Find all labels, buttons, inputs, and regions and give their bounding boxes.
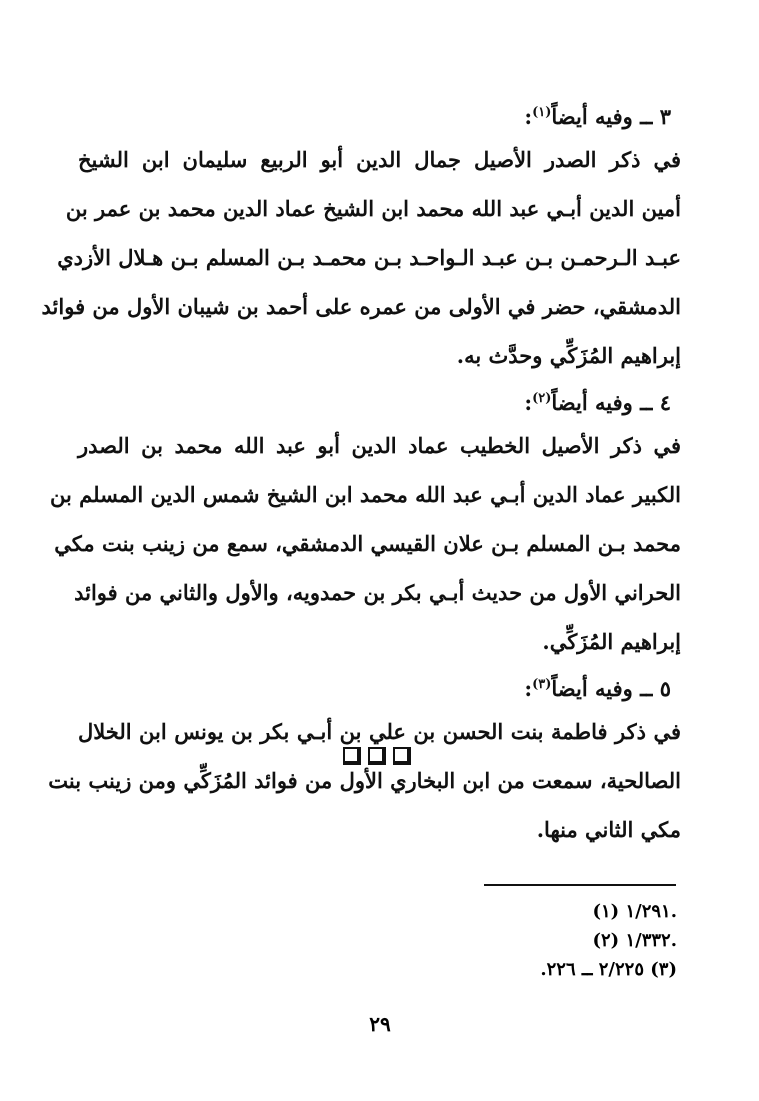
paragraph-line: إبراهيم المُزَكِّي. (542, 629, 681, 654)
heading-colon: : (524, 104, 533, 129)
paragraph-line: الصالحية، سمعت من ابن البخاري الأول من فوائد المُزَكِّي ومن زينب بنت (48, 768, 681, 793)
paragraph-line: الكبير عماد الدين أبـي عبد الله محمد ابن الشيخ شمس الدين المسلم بن (50, 482, 681, 507)
paragraph-line: محمد بـن المسلم بـن علان القيسي الدمشقي، سمع من زينب بنت مكي (54, 531, 681, 556)
section-4-heading (524, 384, 671, 418)
paragraph-line: في ذكر الأصيل الخطيب عماد الدين أبو عبد الله محمد بن الصدر (78, 433, 681, 458)
ornament-box-icon (368, 747, 386, 765)
heading-colon: : (524, 390, 533, 415)
section-3-heading (524, 98, 671, 132)
footnote-2: (٢) ١/٣٣٢. (592, 930, 677, 951)
section-5-heading (524, 670, 671, 704)
paragraph-line: مكي الثاني منها. (536, 817, 681, 842)
section-5-heading-text: ٥ ــ وفيه أيضاً (551, 676, 671, 701)
section-3-heading-text: ٣ ــ وفيه أيضاً (551, 104, 671, 129)
paragraph-line: الحراني الأول من حديث أبـي بكر بن حمدويه، والأول والثاني من فوائد (74, 580, 681, 605)
paragraph-line: في ذكر الصدر الأصيل جمال الدين أبو الربيع سليمان ابن الشيخ (78, 147, 681, 172)
footnote-1: (١) ١/٢٩١. (592, 901, 677, 922)
paragraph-line: أمين الدين أبـي عبد الله محمد ابن الشيخ عماد الدين محمد بن عمر بن (65, 196, 681, 221)
paragraph-line: في ذكر فاطمة بنت الحسن بن علي بن أبـي بكر بن يونس ابن الخلال (78, 719, 681, 744)
section-4-heading-text: ٤ ــ وفيه أيضاً (551, 390, 671, 415)
page-number: ٢٩ (369, 1012, 391, 1036)
ornament-box-icon (343, 747, 361, 765)
footnote-ref-1: (١) (532, 105, 552, 120)
ornament-box-icon (393, 747, 411, 765)
footnote-ref-3: (٣) (532, 677, 552, 692)
heading-colon: : (524, 676, 533, 701)
footnote-separator (484, 884, 676, 886)
paragraph-line: إبراهيم المُزَكِّي وحدَّث به. (456, 343, 681, 368)
paragraph-line: عبـد الـرحمـن بـن عبـد الـواحـد بـن محمـد بـن المسلم بـن هـلال الأزدي (57, 245, 681, 270)
footnote-3: (٣) ٢/٢٢٥ ــ ٢٢٦. (540, 959, 677, 980)
paragraph-line: الدمشقي، حضر في الأولى من عمره على أحمد بن شيبان الأول من فوائد (41, 294, 681, 319)
footnote-ref-2: (٢) (532, 391, 552, 406)
section-divider-ornament (343, 747, 423, 773)
